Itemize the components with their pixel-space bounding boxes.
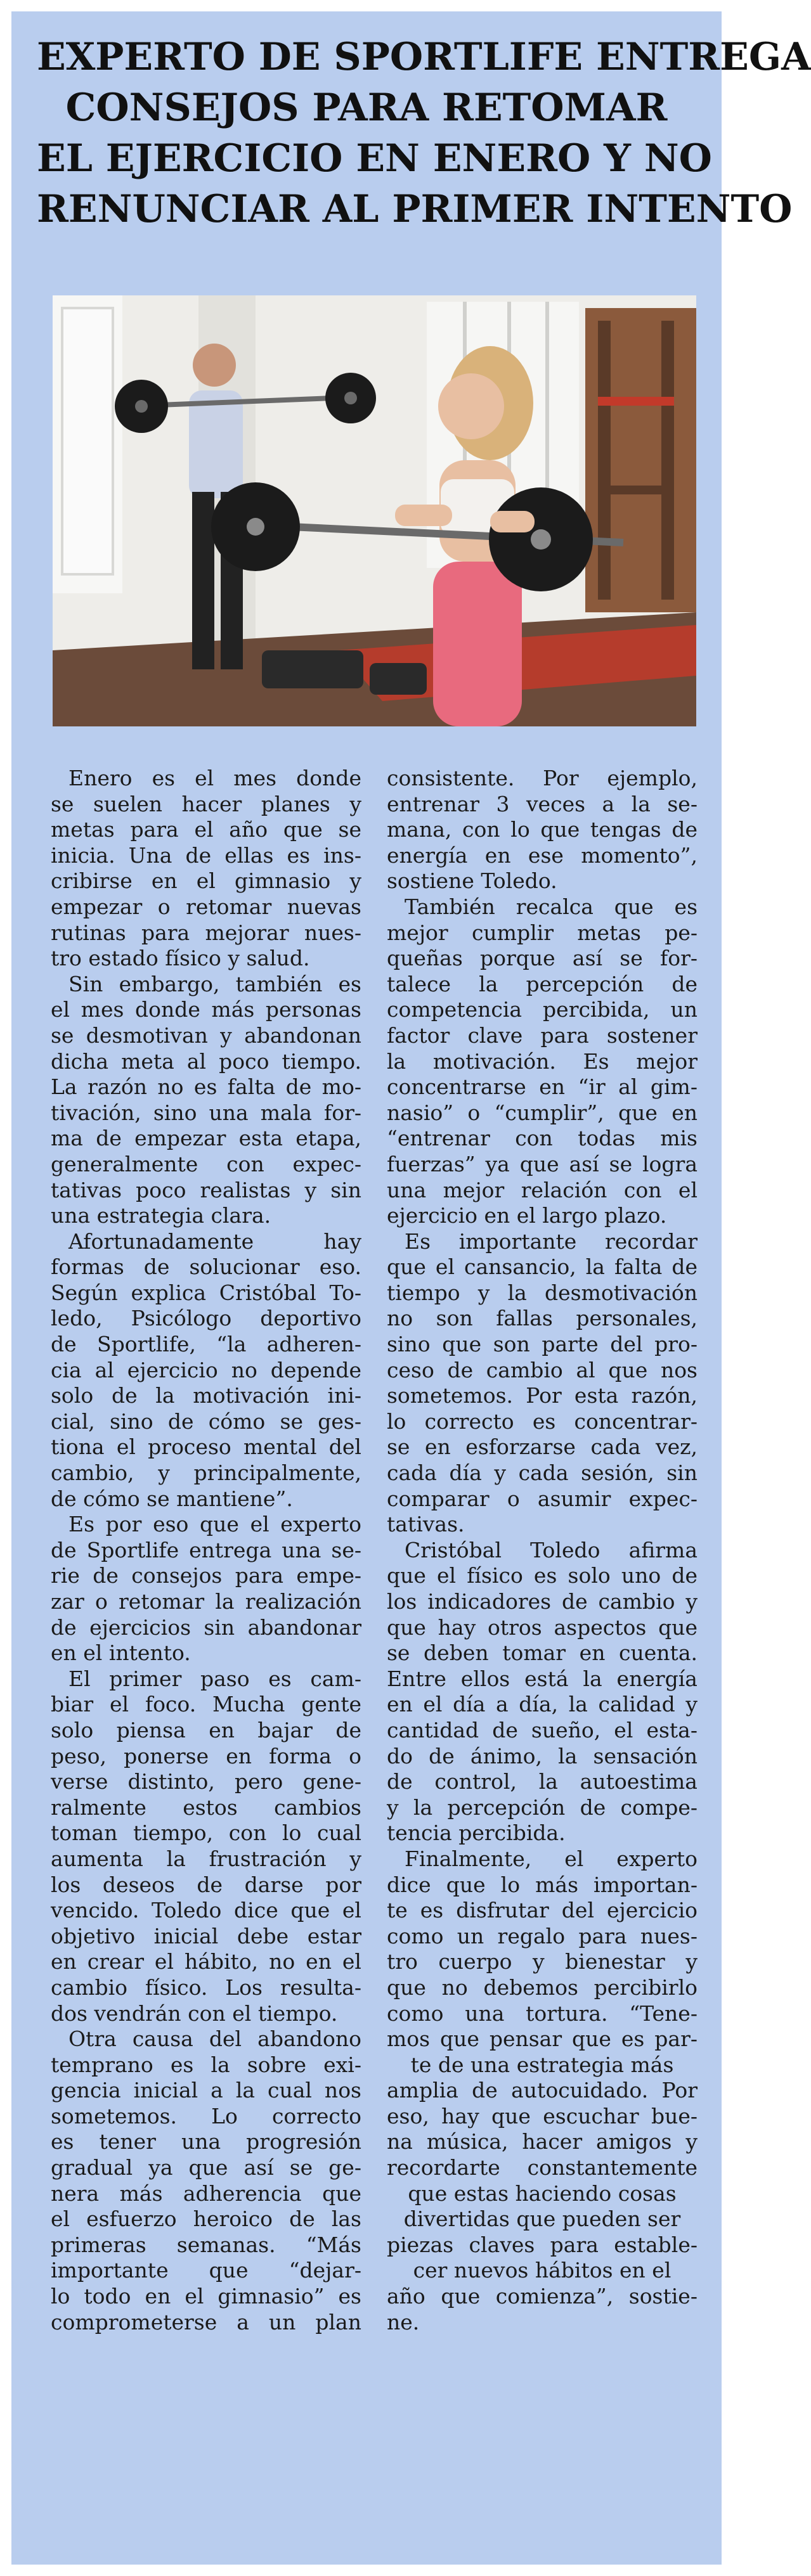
article-line: se suelen hacer planes y bbox=[51, 791, 361, 816]
article-line: ceso de cambio al que nos bbox=[387, 1357, 697, 1382]
article-line: primeras semanas. “Más bbox=[51, 2232, 361, 2257]
article-line: nasio” o “cumplir”, que en bbox=[387, 1100, 697, 1125]
article-line: divertidas que pueden ser bbox=[403, 2206, 681, 2232]
article-line: mos que pensar que es par- bbox=[387, 2026, 697, 2052]
article-line: lo todo en el gimnasio” es bbox=[51, 2284, 361, 2309]
article-line: ne. bbox=[387, 2309, 420, 2334]
article-line: de ejercicios sin abandonar bbox=[51, 1614, 361, 1640]
article-line: como un regalo para nues- bbox=[387, 1923, 697, 1948]
article-column-left bbox=[51, 766, 361, 2335]
article-line: Es importante recordar bbox=[405, 1228, 697, 1254]
article-line: metas para el año que se bbox=[51, 817, 361, 842]
article-line: cambio físico. Los resulta- bbox=[51, 1974, 361, 2000]
article-page bbox=[11, 11, 811, 2565]
article-line: Finalmente, el experto bbox=[405, 1846, 697, 1871]
headline-line: CONSEJOS PARA RETOMAR bbox=[65, 86, 668, 130]
article-line: te de una estrategia más bbox=[410, 2052, 674, 2077]
article-line: objetivo inicial debe estar bbox=[51, 1923, 361, 1948]
article-line: mejor cumplir metas pe- bbox=[387, 920, 697, 945]
article-line: que el físico es solo uno de bbox=[387, 1563, 697, 1588]
article-line: comparar o asumir expec- bbox=[387, 1486, 697, 1511]
article-line: de Sportlife, “la adheren- bbox=[51, 1332, 361, 1357]
article-line: inicia. Una de ellas es ins- bbox=[51, 842, 361, 868]
article-line: tiona el proceso mental del bbox=[51, 1434, 361, 1460]
article-line: queñas porque así se for- bbox=[387, 946, 697, 971]
article-line: generalmente con expec- bbox=[51, 1151, 361, 1176]
article-line: tro cuerpo y bienestar y bbox=[387, 1949, 697, 1974]
article-line: La razón no es falta de mo- bbox=[51, 1074, 361, 1100]
article-line: El primer paso es cam- bbox=[68, 1666, 361, 1691]
article-line: sostiene Toledo. bbox=[387, 868, 557, 894]
article-line: consistente. Por ejemplo, bbox=[387, 766, 697, 790]
article-line: la motivación. Es mejor bbox=[387, 1048, 697, 1074]
article-line: comprometerse a un plan bbox=[51, 2309, 361, 2334]
article-line: en el intento. bbox=[51, 1640, 191, 1666]
article-line: temprano es la sobre exi- bbox=[51, 2052, 361, 2077]
article-line: También recalca que es bbox=[405, 894, 697, 919]
article-line: tencia percibida. bbox=[387, 1820, 566, 1846]
article-line: Según explica Cristóbal To- bbox=[51, 1280, 361, 1305]
article-line: que estas haciendo cosas bbox=[408, 2180, 677, 2206]
article-line: y la percepción de compe- bbox=[387, 1794, 697, 1820]
article-line: una mejor relación con el bbox=[387, 1177, 697, 1202]
article-line: cada día y cada sesión, sin bbox=[387, 1460, 697, 1486]
article-line: solo de la motivación ini- bbox=[51, 1383, 361, 1408]
headline bbox=[37, 32, 811, 235]
article-line: competencia percibida, un bbox=[387, 997, 697, 1022]
article-line: ralmente estos cambios bbox=[51, 1794, 361, 1820]
article-line: concentrarse en “ir al gim- bbox=[387, 1074, 697, 1100]
article-line: tro estado físico y salud. bbox=[51, 946, 310, 971]
article-line: de Sportlife entrega una se- bbox=[51, 1537, 361, 1562]
article-line: nera más adherencia que bbox=[51, 2180, 361, 2206]
article-line: que hay otros aspectos que bbox=[387, 1614, 697, 1640]
article-line: cambio, y principalmente, bbox=[51, 1460, 361, 1486]
article-line: tativas poco realistas y sin bbox=[51, 1177, 361, 1202]
article-line: una estrategia clara. bbox=[51, 1203, 271, 1228]
article-line: vencido. Toledo dice que el bbox=[51, 1898, 361, 1923]
article-line: como una tortura. “Tene- bbox=[387, 2000, 697, 2026]
article-line: sometemos. Por esta razón, bbox=[387, 1383, 697, 1408]
article-line: cia al ejercicio no depende bbox=[51, 1357, 361, 1382]
article-line: Sin embargo, también es bbox=[68, 971, 361, 996]
article-line: mana, con lo que tengas de bbox=[387, 817, 697, 842]
article-line: rutinas para mejorar nues- bbox=[51, 920, 361, 945]
article-line: empezar o retomar nuevas bbox=[51, 894, 361, 919]
article-line: dicha meta al poco tiempo. bbox=[51, 1048, 361, 1074]
article-line: zar o retomar la realización bbox=[51, 1589, 361, 1614]
article-line: amplia de autocuidado. Por bbox=[387, 2078, 697, 2103]
article-line: Afortunadamente hay bbox=[68, 1228, 361, 1254]
article-line: do de ánimo, la sensación bbox=[387, 1743, 697, 1768]
article-line: cial, sino de cómo se ges- bbox=[51, 1408, 361, 1434]
article-line: solo piensa en bajar de bbox=[51, 1717, 361, 1742]
article-line: que el cansancio, la falta de bbox=[387, 1254, 697, 1280]
article-line: sometemos. Lo correcto bbox=[51, 2103, 361, 2128]
article-line: no son fallas personales, bbox=[387, 1306, 697, 1331]
article-line: es tener una progresión bbox=[51, 2129, 361, 2154]
article-line: se deben tomar en cuenta. bbox=[387, 1640, 697, 1666]
article-line: cantidad de sueño, el esta- bbox=[387, 1717, 697, 1742]
article-line: tivación, sino una mala for- bbox=[51, 1100, 361, 1125]
article-line: verse distinto, pero gene- bbox=[51, 1769, 361, 1794]
article-line: año que comienza”, sostie- bbox=[387, 2284, 697, 2309]
headline-line: EL EJERCICIO EN ENERO Y NO bbox=[37, 136, 712, 181]
article-line: talece la percepción de bbox=[387, 971, 697, 996]
gym-photo bbox=[53, 295, 696, 726]
article-line: fuerzas” ya que así se logra bbox=[387, 1151, 697, 1176]
article-line: ma de empezar esta etapa, bbox=[51, 1126, 361, 1151]
article-line: energía en ese momento”, bbox=[387, 842, 697, 868]
article-line: gencia inicial a la cual nos bbox=[51, 2078, 361, 2103]
article-line: los indicadores de cambio y bbox=[387, 1589, 697, 1614]
article-line: lo correcto es concentrar- bbox=[387, 1408, 697, 1434]
article-line: tativas. bbox=[387, 1512, 465, 1537]
article-column-right bbox=[387, 766, 697, 2335]
article-line: Enero es el mes donde bbox=[68, 766, 361, 790]
article-line: el esfuerzo heroico de las bbox=[51, 2206, 361, 2232]
article-line: que no debemos percibirlo bbox=[387, 1974, 697, 2000]
article-line: cer nuevos hábitos en el bbox=[413, 2258, 672, 2283]
article-line: en el día a día, la calidad y bbox=[387, 1692, 697, 1717]
article-line: se desmotivan y abandonan bbox=[51, 1022, 361, 1048]
article-line: cribirse en el gimnasio y bbox=[51, 868, 361, 894]
article-line: factor clave para sostener bbox=[387, 1022, 697, 1048]
article-line: dice que lo más importan- bbox=[387, 1872, 697, 1897]
article-line: piezas claves para estable- bbox=[387, 2232, 697, 2257]
article-line: de cómo se mantiene”. bbox=[51, 1486, 293, 1511]
article-line: los deseos de darse por bbox=[51, 1872, 361, 1897]
headline-line: RENUNCIAR AL PRIMER INTENTO bbox=[37, 187, 793, 231]
headline-line: EXPERTO DE SPORTLIFE ENTREGA bbox=[37, 35, 811, 79]
article-line: el mes donde más personas bbox=[51, 997, 361, 1022]
article-line: formas de solucionar eso. bbox=[51, 1254, 361, 1280]
article-line: se en esforzarse cada vez, bbox=[387, 1434, 697, 1460]
article-line: importante que “dejar- bbox=[51, 2258, 361, 2283]
article-line: entrenar 3 veces a la se- bbox=[387, 791, 697, 816]
article-line: peso, ponerse en forma o bbox=[51, 1743, 361, 1768]
article-line: toman tiempo, con lo cual bbox=[51, 1820, 361, 1846]
article-line: recordarte constantemente bbox=[387, 2155, 697, 2180]
article-line: Es por eso que el experto bbox=[68, 1512, 361, 1537]
article-line: dos vendrán con el tiempo. bbox=[51, 2000, 338, 2026]
article-line: Entre ellos está la energía bbox=[387, 1666, 697, 1691]
gym-weightlifting-photo-icon bbox=[53, 295, 696, 726]
article-line: tiempo y la desmotivación bbox=[387, 1280, 697, 1305]
article-line: de control, la autoestima bbox=[387, 1769, 697, 1794]
article-line: sino que son parte del pro- bbox=[387, 1332, 697, 1357]
article-line: rie de consejos para empe- bbox=[51, 1563, 361, 1588]
article-line: na música, hacer amigos y bbox=[387, 2129, 697, 2154]
article-line: ejercicio en el largo plazo. bbox=[387, 1203, 667, 1228]
article-line: biar el foco. Mucha gente bbox=[51, 1692, 361, 1717]
article-line: te es disfrutar del ejercicio bbox=[387, 1898, 697, 1923]
article-line: aumenta la frustración y bbox=[51, 1846, 361, 1871]
article-line: Cristóbal Toledo afirma bbox=[405, 1537, 697, 1562]
article-line: ledo, Psicólogo deportivo bbox=[51, 1306, 361, 1331]
article-line: en crear el hábito, no en el bbox=[51, 1949, 361, 1974]
article-line: gradual ya que así se ge- bbox=[51, 2155, 361, 2180]
article-line: Otra causa del abandono bbox=[68, 2026, 361, 2052]
article-line: “entrenar con todas mis bbox=[387, 1126, 697, 1151]
article-line: eso, hay que escuchar bue- bbox=[387, 2103, 697, 2128]
